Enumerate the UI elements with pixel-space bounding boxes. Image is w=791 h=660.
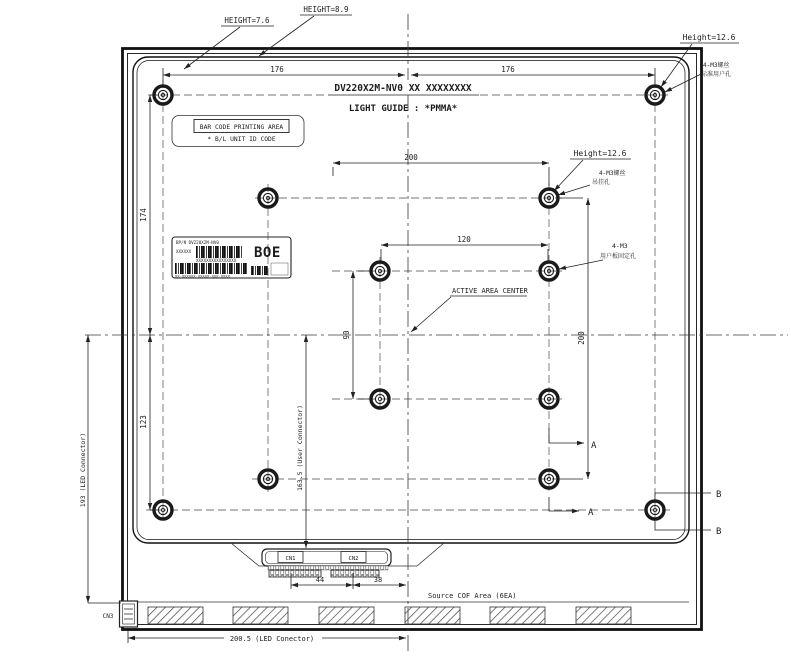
- height-12-6-mid-label: Height=12.6: [573, 149, 627, 158]
- cof-block: [405, 607, 460, 624]
- dim-120: 120: [457, 235, 471, 244]
- connector-bar-left: [269, 570, 321, 577]
- sticker-bottom-code: XX-XXXXXX-XXXXX-XXX-XXXX: [175, 273, 230, 279]
- section-a-upper: [549, 428, 584, 443]
- source-cof-blocks: [148, 607, 631, 624]
- sticker-code-row: XXXXXXXXXXXXXXXX: [196, 258, 237, 263]
- barcode-area-line2: * B/L UNIT ID CODE: [207, 136, 276, 143]
- active-area-center-label: ACTIVE AREA CENTER: [452, 287, 528, 295]
- cn1-label: CN1: [285, 556, 296, 562]
- dim-176-left: 176: [270, 65, 284, 74]
- section-a-label-lower: A: [588, 508, 594, 518]
- dim-44: 44: [315, 576, 325, 584]
- m3-inner-line2: 用户板固定孔: [600, 253, 637, 260]
- section-a-lower: [549, 497, 579, 511]
- cof-block: [576, 607, 631, 624]
- dim-38: 38: [373, 576, 383, 584]
- bottom-connector-area: [231, 543, 444, 577]
- dim-200-right: 200: [577, 331, 586, 345]
- height-8-9-label: HEIGHT=8.9: [303, 5, 349, 14]
- drawing-title: DV220X2M-NV0 XX XXXXXXXX: [334, 83, 472, 94]
- sticker-part-number: BP/N DV220X2M-NV0: [176, 240, 219, 245]
- section-b-label-lower: B: [716, 527, 722, 537]
- cn3-label: CN3: [102, 613, 114, 620]
- cof-block: [233, 607, 288, 624]
- cof-block: [319, 607, 374, 624]
- m3-top-right-line1: 4-M3螺丝: [703, 62, 730, 69]
- section-b-label-upper: B: [716, 490, 722, 500]
- dim-193-led-connector: 193 (LED Connector): [79, 432, 87, 508]
- cof-block: [490, 607, 545, 624]
- barcode-area-line1: BAR CODE PRINTING AREA: [199, 124, 284, 131]
- drawing-subtitle: LIGHT GUIDE : *PMMA*: [348, 104, 458, 114]
- dim-90: 90: [342, 330, 351, 340]
- dim-174: 174: [139, 208, 148, 222]
- cof-block: [148, 607, 203, 624]
- dim-200-top: 200: [404, 153, 418, 162]
- connector-bar-right: [331, 570, 379, 577]
- height-7-6-label: HEIGHT=7.6: [224, 16, 270, 25]
- leader-lines: [184, 15, 739, 332]
- m3-inner-line1: 4-M3: [612, 242, 628, 250]
- dim-163-5-user-connector: 163.5 (User Connector): [296, 404, 304, 492]
- boe-logo: BOE: [254, 245, 281, 261]
- sticker-serial-placeholder: XXXXXX: [176, 249, 192, 254]
- m3-mid-line2: 吊挂孔: [592, 179, 611, 186]
- dim-176-right: 176: [501, 65, 515, 74]
- cn2-label: CN2: [348, 556, 359, 562]
- height-12-6-top-right-label: Height=12.6: [682, 33, 736, 42]
- connector-pins: [268, 566, 388, 570]
- m3-top-right-line2: 标准用户孔: [701, 71, 732, 78]
- m3-mid-line1: 4-M3螺丝: [599, 170, 626, 177]
- dim-200-5-led-connector: 200.5 (LED Conector): [229, 635, 315, 643]
- source-cof-label: Source COF Area (6EA): [428, 592, 517, 600]
- cn3-connector: [120, 601, 138, 627]
- sticker-barcode-top: [196, 246, 242, 258]
- sticker-barcode-bottom: [175, 263, 247, 274]
- dim-123: 123: [139, 415, 148, 429]
- sticker-barcode-small: [251, 266, 268, 275]
- section-a-label-upper: A: [591, 441, 597, 451]
